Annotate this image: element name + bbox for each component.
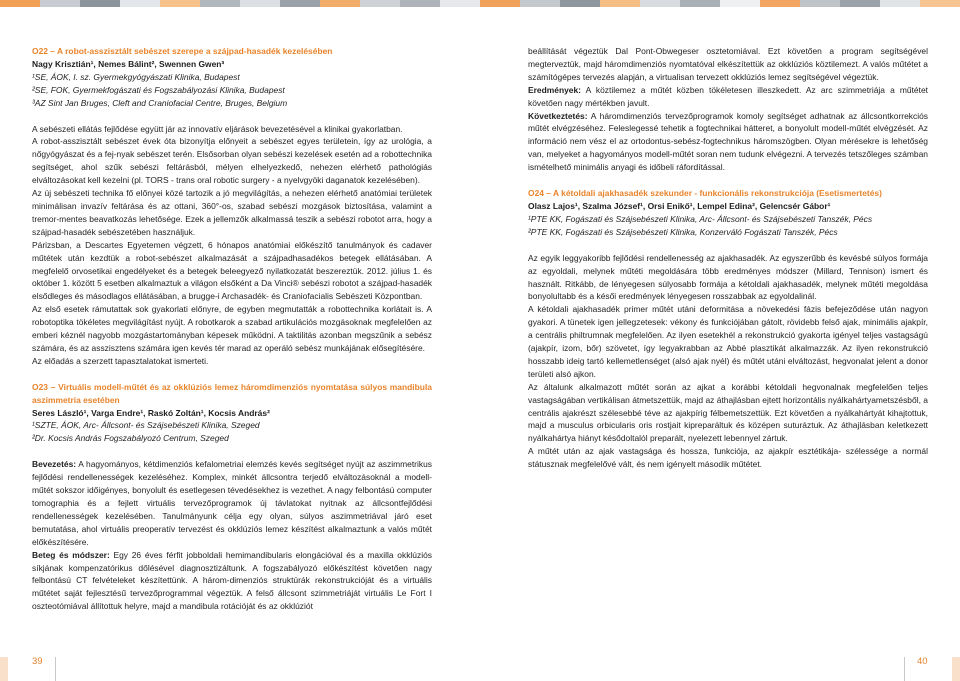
affiliation: ³AZ Sint Jan Bruges, Cleft and Craniofacial Centre, Bruges, Belgium	[32, 97, 288, 108]
color-strip-segment	[400, 0, 440, 7]
body-paragraph: Az első esetek rámutattak sok gyakorlati előnyre, de egyben megmutatták a robottechnika korlátait is. A robotoptika tökéletes megvilágítást nyújt. A robotkarok a szabad artikulációs mozgásoknak megfelelően az emberi kéznél nagyobb mozgástartományban képesek működni. A taktilitás azonban megszűnik a sebész számára, és az asszisztens számára igen kevés tér marad az operáló sebész munkájának elősegítésére.	[32, 304, 432, 353]
body-paragraph	[32, 458, 432, 548]
body-paragraph: Párizsban, a Descartes Egyetemen végzett, 6 hónapos anatómiai előkészítő tanulmányok és cadaver műtétek után kezdtük a robot-sebészet alkalmazását a szájpadhasadékos betegek ellátásában. A megfelelő orvosetikai engedélyeket és a betegek beleegyező nyilatkozatát beszereztük. 2012. július 1. és október 1. között 5 esetben alkalmaztuk a világon elsőként a Da Vinci® sebészi robotot a szájpad-hasadék elsődleges és másodlagos ellátásában, a brugge-i Archasadék- és Craniofacialis Sebészeti Központban.	[32, 239, 432, 302]
body-paragraph: Az általunk alkalmazott műtét során az ajkat a korábbi kétoldali hegvonalnak megfelelően teljes vastagságában vertikálisan átmetszettük, majd az áthajlásban ejtett horizontális nyálkahártyametszésből, a centrális ajakrészt szélesebbé téve az ajakpírig félbemetszettük. Ezt követően a nyálkahártyát kihajtottuk, majd a musculus orbicularis oris rostjait kipreparáltuk és középen suturáztuk. Az áthajlásban keletkezett nyálkahártya hiányt késődoltalól preparált, nyelezett lebennyel zártuk.	[528, 381, 928, 444]
right-column	[528, 45, 928, 471]
color-strip-segment	[80, 0, 120, 7]
color-strip-segment	[600, 0, 640, 7]
abstract-title-o24: O24 – A kétoldali ajakhasadék szekunder - funkcionális rekonstrukciója (Esetismertetés)	[528, 188, 882, 199]
color-strip-segment	[920, 0, 960, 7]
affiliation: ¹SE, ÁOK, I. sz. Gyermekgyógyászati Klinika, Budapest	[32, 71, 240, 82]
affiliation: ¹PTE KK, Fogászati és Szájsebészeti Klinika, Arc- Állcsont- és Szájsebészeti Tanszék, Pécs	[528, 213, 873, 224]
section-text: A köztilemez a műtét közben tökéletesen illeszkedett. Az arc szimmetriája a műtétet követően nagy mértékben javult.	[528, 84, 928, 108]
color-strip-segment	[360, 0, 400, 7]
section-label: Bevezetés:	[32, 459, 77, 470]
section-label: Eredmények:	[528, 84, 581, 95]
color-strip-segment	[520, 0, 560, 7]
color-strip-segment	[680, 0, 720, 7]
top-color-strip	[0, 0, 960, 7]
abstract-title-o23: O23 – Virtuális modell-műtét és az okklúziós lemez háromdimenziós nyomtatása súlyos mandibula aszimmetria esetében	[32, 381, 432, 405]
section-text: A hagyományos, kétdimenziós kefalometriai elemzés kevés segítséget nyújt az aszimmetrikus fejlődési rendellenességek kezeléséhez. Komplex, minkét állcsontra terjedő elváltozásoknál a modell-műtét sokszor időigényes, bonyolult és esetlegesen tévedésekhez is vezethet. A nagy felbontású computer tomographia és a fejlett virtuális tervezőprogramok új távlatokat nyitnak az állcsontfejlődési rendellenességek kezelésében. Tanulmányunk célja egy olyan, súlyos aszimmetriával járó eset bemutatása, ahol virtuális preoperatív tervezést és okklúziós lemez készítést alkalmaztunk a valós műtét előkészítésére.	[32, 459, 432, 547]
body-paragraph: A kétoldali ajakhasadék primer műtét utáni deformitása a növekedési fázis befejeződése után nagyon gyakori. A tünetek igen jellegzetesek: vékony és funkciójában gátolt, rövidebb felső ajak, minimális ajakpír, a centrális philtrumnak megfelelően. Az ilyen esetekhél a rekonstrukció gyakorta igényel teljes vastagságú (ajakpír, izom, bőr) szövetet, így legyakrabban az Abbé plasztikát alkalmazzák. Az ilyen rekonstrukció hosszabb ideig tartó kellemetlenséget (alsó ajak nyél) és műtét utáni elváltozást, hegvonalat jelent a donor területi alsó ajkon.	[528, 304, 928, 379]
color-strip-segment	[40, 0, 80, 7]
authors-o24: Olasz Lajos¹, Szalma József¹, Orsi Enikő¹, Lempel Edina², Gelencsér Gábor¹	[528, 200, 831, 211]
section-text: A háromdimenziós tervezőprogramok komoly segítséget adhatnak az állcsontkorrekciós műtét elvégzéséhez. Feleslegessé tehetik a fogtechnikai hátteret, a bonyolult modell-műtét elvégzését. Az információ nem vész el az ortodontus-sebész-fogtechnikus háromszögben. Olyan mérésekre is lehetőség van, melyeket a hagyományos modell-műtét soran nem tudunk elvégezni. A tervezés tetszőleges számban ismételhető minimális anyagi és időbeli ráfordítással.	[528, 110, 928, 173]
color-strip-segment	[640, 0, 680, 7]
color-strip-segment	[720, 0, 760, 7]
section-label: Következtetés:	[528, 110, 588, 121]
body-paragraph	[528, 84, 928, 110]
page-number-right: 40	[917, 656, 928, 667]
body-paragraph: A robot-asszisztált sebészet évek óta bizonyítja előnyeit a sebészet egyes területein, így az urológia, a nőgyógyászat és a fej-nyak sebészet terén. Elsősorban olyan sebészi kezelések esetén ad a robottechnika segítséget, ahol szűk sebészi feltárásból, mélyen elhelyezkedő, nehezen elérhető pathológiás elváltozásokat kell kezelni (pl. TORS - trans oral robotic surgery - a nyelvgyöki daganatok kezelésében).	[32, 136, 432, 186]
authors-o23: Seres László¹, Varga Endre¹, Raskó Zoltán¹, Kocsis András²	[32, 407, 270, 418]
body-paragraph: A műtét után az ajak vastagsága és hossza, funkciója, az ajakpír esztétikája- szélessége a normál státusznak megfelelővé vált, és nem igényelt második műtétet.	[528, 446, 928, 470]
color-strip-segment	[160, 0, 200, 7]
color-strip-segment	[880, 0, 920, 7]
affiliation: ²SE, FOK, Gyermekfogászati és Fogszabályozási Klinika, Budapest	[32, 84, 285, 95]
color-strip-segment	[800, 0, 840, 7]
color-strip-segment	[280, 0, 320, 7]
color-strip-segment	[440, 0, 480, 7]
body-paragraph: beállítását végeztük Dal Pont-Obwegeser osztetomiával. Ezt követően a program segítségével megterveztük, majd háromdimenziós nyomtatóval elkészítettük az okklúziós köztilemezt. A valós műtétet a számítógépes tervezés alapján, a virtualisan tervezett okklúziós lemez segítségével végeztük.	[528, 46, 928, 82]
color-strip-segment	[480, 0, 520, 7]
affiliation: ²PTE KK, Fogászati és Szájsebészeti Klinika, Konzerváló Fogászati Tanszék, Pécs	[528, 226, 838, 237]
corner-accent-left	[0, 657, 8, 681]
body-paragraph: A sebészeti ellátás fejlődése együtt jár az innovatív eljárások bevezetésével a klinikai gyakorlatban.	[32, 123, 403, 134]
affiliation: ²Dr. Kocsis András Fogszabályozó Centrum, Szeged	[32, 433, 229, 444]
page-divider-right	[904, 657, 905, 681]
color-strip-segment	[240, 0, 280, 7]
page-number-left: 39	[32, 656, 43, 667]
abstract-title-o22: O22 – A robot-asszisztált sebészet szerepe a szájpad-hasadék kezelésében	[32, 46, 333, 56]
color-strip-segment	[320, 0, 360, 7]
color-strip-segment	[560, 0, 600, 7]
corner-accent-right	[952, 657, 960, 681]
section-label: Beteg és módszer:	[32, 549, 110, 560]
color-strip-segment	[120, 0, 160, 7]
body-paragraph: Az új sebészeti technika fő előnyei közé tartozik a jó megvilágítás, a nehezen elérhető anatómiai területek minimálisan invazív feltárása és az ottani, 360°-os, szabad sebészi mozgások biztosítása, valamint a tremor-mentes beavatkozás lehetősége. Ezek a jellemzők alkalmassá teszik a sebészi robotot arra, hogy a szájpad-hasadék sebészetében használjuk.	[32, 188, 432, 237]
body-paragraph: Az egyik leggyakoribb fejlődési rendellenesség az ajakhasadék. Az egyszerűbb és kevésbé súlyos formája az egyoldali, melynek műtéti megoldására több eredményes módszer (Millard, Tennison) ismert és használt. Ritkább, de lényegesen súlyosabb formája a kétoldali ajakhasadék, melynek műtéti megoldása bonyolultabb és a késői eredmények lényegesen rosszabbak az egyoldalinál.	[528, 252, 928, 302]
color-strip-segment	[200, 0, 240, 7]
color-strip-segment	[760, 0, 800, 7]
affiliation: ¹SZTE, ÁOK, Arc- Állcsont- és Szájsebészeti Klinika, Szeged	[32, 420, 260, 431]
page-divider-left	[55, 657, 56, 681]
color-strip-segment	[840, 0, 880, 7]
color-strip-segment	[0, 0, 40, 7]
body-paragraph: Az előadás a szerzett tapasztalatokat ismerteti.	[32, 355, 209, 366]
authors-o22: Nagy Krisztián¹, Nemes Bálint², Swennen Gwen³	[32, 58, 225, 69]
body-paragraph	[528, 110, 928, 175]
body-paragraph	[32, 549, 432, 614]
section-text: Egy 26 éves férfit jobboldali hemimandibularis elongációval és a maxilla okklúziós síkjának kompenzatórikus dőlésével diagnosztizáltunk. A fogszabályozó előkészítést követően nagy felbontású CT felvételeket készítettünk. A három-dimenziós struktúrák rekonstrukcióját és a virtuális műtétet saját fejlesztésű tervezőprogrammal végeztük. A felső állcsont szimmetriáját virtuális Le Fort I oszteotómiával állítottuk helyre, majd a mandibula rotációját és az okklúziót	[32, 549, 432, 612]
left-column	[32, 45, 432, 613]
